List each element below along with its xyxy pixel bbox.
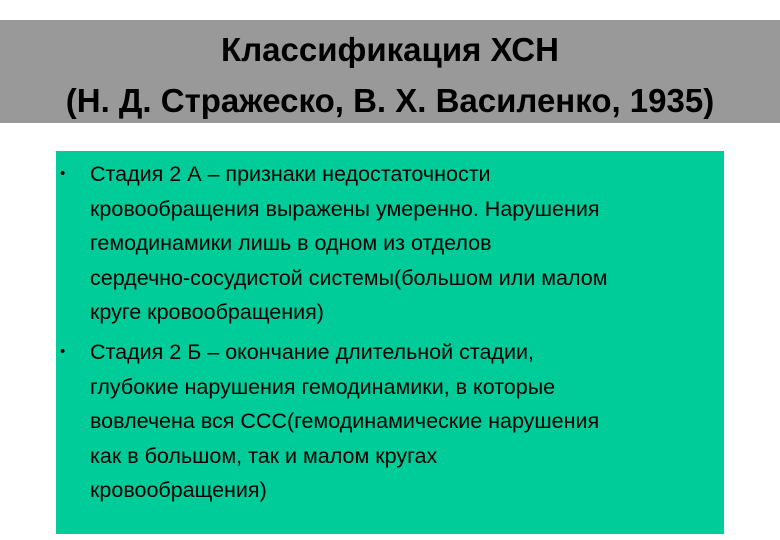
- bullet-marker: •: [60, 165, 66, 182]
- content-box: [56, 151, 724, 534]
- bullet-text-line: вовлечена вся ССС(гемодинамические нарушения: [90, 409, 600, 433]
- bullet-text-line: как в большом, так и малом кругах: [90, 443, 438, 468]
- bullet-text-line: круге кровообращения): [90, 300, 324, 324]
- bullet-text-line: глубокие нарушения гемодинамики, в которые: [90, 374, 556, 399]
- slide-title: Классификация ХСН: [221, 31, 559, 68]
- bullet-text-line: гемодинамики лишь в одном из отделов: [90, 231, 492, 255]
- bullet-text-line: Стадия 2 А – признаки недостаточности: [90, 162, 491, 186]
- bullet-text-line: кровообращения): [90, 478, 267, 502]
- bullet-text-line: кровообращения выражены умеренно. Нарушения: [90, 196, 600, 221]
- bullet-item-stage-2b: [60, 335, 710, 508]
- bullet-text-line: сердечно-сосудистой системы(большом или малом: [90, 265, 608, 290]
- bullet-text-line: Стадия 2 Б – окончание длительной стадии,: [90, 340, 534, 364]
- bullet-marker: •: [60, 343, 66, 360]
- bullet-item-stage-2a: [60, 157, 710, 330]
- slide-subtitle: (Н. Д. Стражеско, В. Х. Василенко, 1935): [65, 82, 715, 119]
